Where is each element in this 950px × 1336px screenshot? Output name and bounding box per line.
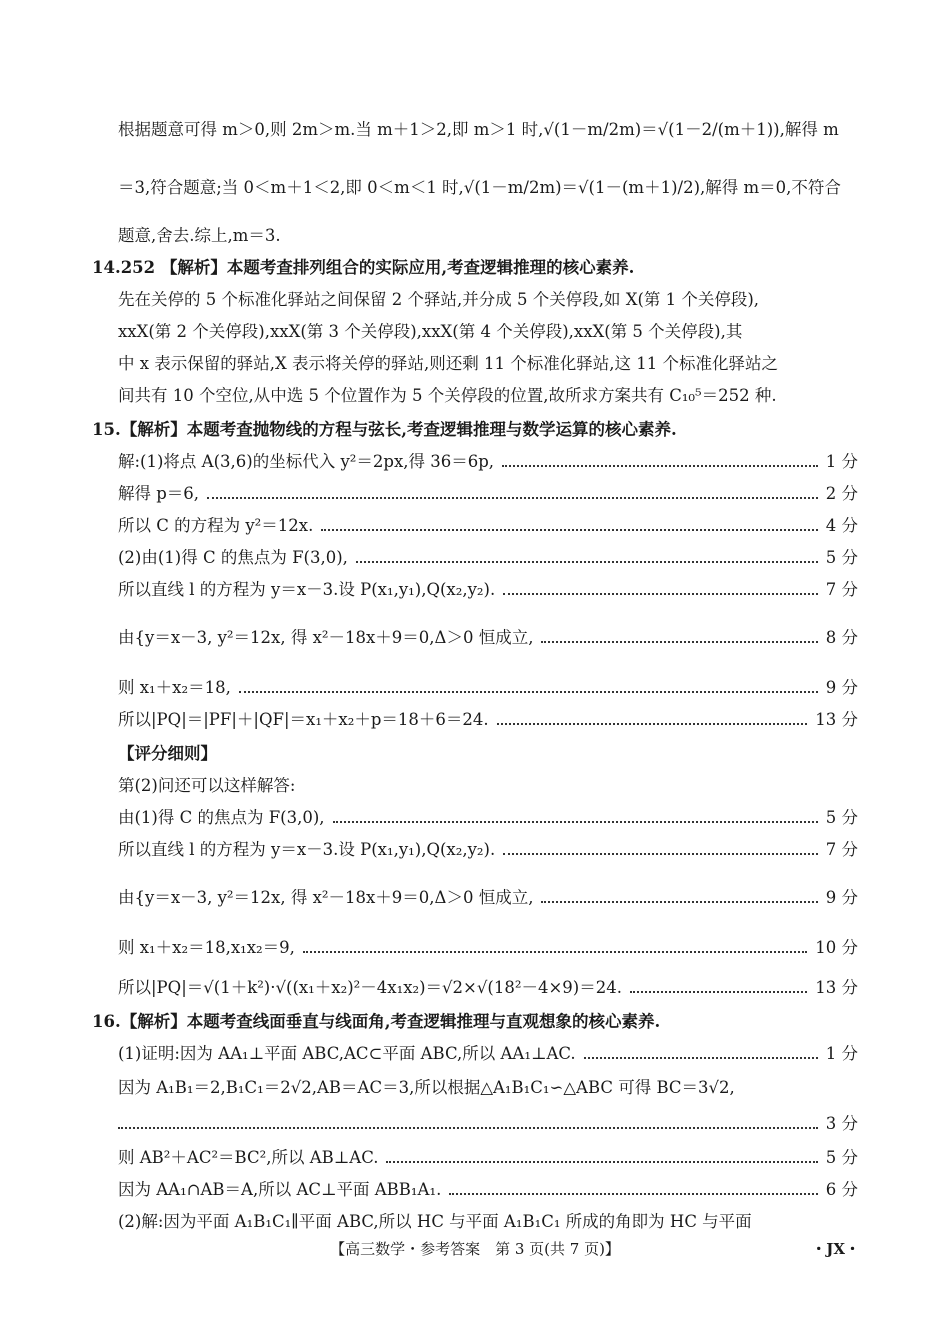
rubric-heading: 【评分细则】 bbox=[118, 744, 217, 763]
q16-last-line: (2)解:因为平面 A₁B₁C₁∥平面 ABC,所以 HC 与平面 A₁B₁C₁ 所成的角即为 HC 与平面 bbox=[118, 1212, 752, 1231]
step-score: 5 分 bbox=[825, 808, 858, 827]
step-text: 所以 C 的方程为 y²＝12x. bbox=[118, 516, 314, 535]
dot-leader bbox=[541, 641, 817, 643]
dot-leader bbox=[584, 1057, 818, 1059]
dot-leader bbox=[630, 991, 807, 993]
step-score: 13 分 bbox=[815, 978, 858, 997]
q15-step-row bbox=[118, 626, 858, 650]
step-text: (1)证明:因为 AA₁⊥平面 ABC,AC⊂平面 ABC,所以 AA₁⊥AC. bbox=[118, 1044, 576, 1063]
page-footer: 【高三数学・参考答案 第 3 页(共 7 页)】 bbox=[330, 1240, 620, 1258]
q15-step-row bbox=[118, 450, 858, 474]
q14-line-1: 先在关停的 5 个标准化驿站之间保留 2 个驿站,并分成 5 个关停段,如 X(第 1 个关停段), bbox=[118, 290, 760, 309]
step-score: 1 分 bbox=[825, 1044, 858, 1063]
q16-heading: 16.【解析】本题考查线面垂直与线面角,考查逻辑推理与直观想象的核心素养. bbox=[92, 1012, 661, 1031]
q15-heading: 15.【解析】本题考查抛物线的方程与弦长,考查逻辑推理与数学运算的核心素养. bbox=[92, 420, 677, 439]
rubric-step-row bbox=[118, 838, 858, 862]
step-score: 5 分 bbox=[825, 1148, 858, 1167]
step-text: 解得 p＝6, bbox=[118, 484, 200, 503]
dot-leader bbox=[356, 561, 818, 563]
dot-leader bbox=[497, 723, 808, 725]
q15-step-row bbox=[118, 708, 858, 732]
q13-line-2: ＝3,符合题意;当 0＜m＋1＜2,即 0＜m＜1 时,√(1－m/2m)＝√(1－(m＋1)/2),解得 m＝0,不符合 bbox=[118, 178, 841, 197]
dot-leader bbox=[503, 593, 818, 595]
dot-leader bbox=[239, 691, 818, 693]
footer-tag: ・JX・ bbox=[811, 1240, 860, 1258]
step-text: 所以|PQ|＝|PF|＋|QF|＝x₁＋x₂＋p＝18＋6＝24. bbox=[118, 710, 489, 729]
step-score: 6 分 bbox=[825, 1180, 858, 1199]
step-text: 则 x₁＋x₂＝18, bbox=[118, 678, 231, 697]
dot-leader bbox=[207, 497, 818, 499]
dot-leader bbox=[118, 1127, 818, 1129]
q15-step-row bbox=[118, 676, 858, 700]
dot-leader bbox=[503, 853, 818, 855]
step-score: 2 分 bbox=[825, 484, 858, 503]
step-text: 解:(1)将点 A(3,6)的坐标代入 y²＝2px,得 36＝6p, bbox=[118, 452, 495, 471]
step-text: 由{y＝x－3, y²＝12x, 得 x²－18x＋9＝0,Δ＞0 恒成立, bbox=[118, 888, 534, 907]
step-score: 13 分 bbox=[815, 710, 858, 729]
step-text: 由(1)得 C 的焦点为 F(3,0), bbox=[118, 808, 325, 827]
q13-line-3: 题意,舍去.综上,m＝3. bbox=[118, 226, 281, 245]
step-score: 7 分 bbox=[825, 840, 858, 859]
q16-step-row bbox=[118, 1042, 858, 1066]
q15-step-row bbox=[118, 514, 858, 538]
dot-leader bbox=[333, 821, 818, 823]
step-score: 9 分 bbox=[825, 678, 858, 697]
step-score: 1 分 bbox=[825, 452, 858, 471]
step-text: (2)由(1)得 C 的焦点为 F(3,0), bbox=[118, 548, 348, 567]
step-text: 所以|PQ|＝√(1＋k²)·√((x₁＋x₂)²－4x₁x₂)＝√2×√(18²－4×9)＝24. bbox=[118, 978, 622, 997]
rubric-step-row bbox=[118, 976, 858, 1000]
dot-leader bbox=[321, 529, 817, 531]
rubric-step-row bbox=[118, 936, 858, 960]
q15-step-row bbox=[118, 578, 858, 602]
rubric-step-row bbox=[118, 886, 858, 910]
step-text: 则 AB²＋AC²＝BC²,所以 AB⊥AC. bbox=[118, 1148, 379, 1167]
dot-leader bbox=[303, 951, 807, 953]
step-score: 9 分 bbox=[825, 888, 858, 907]
q16-step-row bbox=[118, 1146, 858, 1170]
step-text: 由{y＝x－3, y²＝12x, 得 x²－18x＋9＝0,Δ＞0 恒成立, bbox=[118, 628, 534, 647]
rubric-intro: 第(2)问还可以这样解答: bbox=[118, 776, 296, 795]
dot-leader bbox=[449, 1193, 817, 1195]
step-text: 所以直线 l 的方程为 y＝x－3.设 P(x₁,y₁),Q(x₂,y₂). bbox=[118, 840, 496, 859]
q14-line-2: xxX(第 2 个关停段),xxX(第 3 个关停段),xxX(第 4 个关停段),xxX(第 5 个关停段),其 bbox=[118, 322, 743, 341]
step-score: 4 分 bbox=[825, 516, 858, 535]
q13-line-1: 根据题意可得 m＞0,则 2m＞m.当 m＋1＞2,即 m＞1 时,√(1－m/2m)＝√(1－2/(m＋1)),解得 m bbox=[118, 120, 839, 139]
dot-leader bbox=[386, 1161, 817, 1163]
step-score: 5 分 bbox=[825, 548, 858, 567]
dot-leader bbox=[541, 901, 817, 903]
q15-step-row bbox=[118, 482, 858, 506]
step-score: 7 分 bbox=[825, 580, 858, 599]
step-score: 10 分 bbox=[815, 938, 858, 957]
q14-line-4: 间共有 10 个空位,从中选 5 个位置作为 5 个关停段的位置,故所求方案共有 C₁₀⁵＝252 种. bbox=[118, 386, 777, 405]
step-text: 则 x₁＋x₂＝18,x₁x₂＝9, bbox=[118, 938, 295, 957]
step-text: 因为 A₁B₁＝2,B₁C₁＝2√2,AB＝AC＝3,所以根据△A₁B₁C₁∽△ABC 可得 BC＝3√2, bbox=[118, 1078, 735, 1097]
q16-step-row bbox=[118, 1076, 858, 1100]
step-score: 8 分 bbox=[825, 628, 858, 647]
q16-step-row bbox=[118, 1112, 858, 1136]
step-score: 3 分 bbox=[825, 1114, 858, 1133]
q14-heading: 14.252 【解析】本题考查排列组合的实际应用,考查逻辑推理的核心素养. bbox=[92, 258, 635, 277]
q16-step-row bbox=[118, 1178, 858, 1202]
step-text: 所以直线 l 的方程为 y＝x－3.设 P(x₁,y₁),Q(x₂,y₂). bbox=[118, 580, 496, 599]
dot-leader bbox=[502, 465, 818, 467]
q14-line-3: 中 x 表示保留的驿站,X 表示将关停的驿站,则还剩 11 个标准化驿站,这 11 个标准化驿站之 bbox=[118, 354, 778, 373]
q15-step-row bbox=[118, 546, 858, 570]
step-text: 因为 AA₁∩AB＝A,所以 AC⊥平面 ABB₁A₁. bbox=[118, 1180, 442, 1199]
rubric-step-row bbox=[118, 806, 858, 830]
